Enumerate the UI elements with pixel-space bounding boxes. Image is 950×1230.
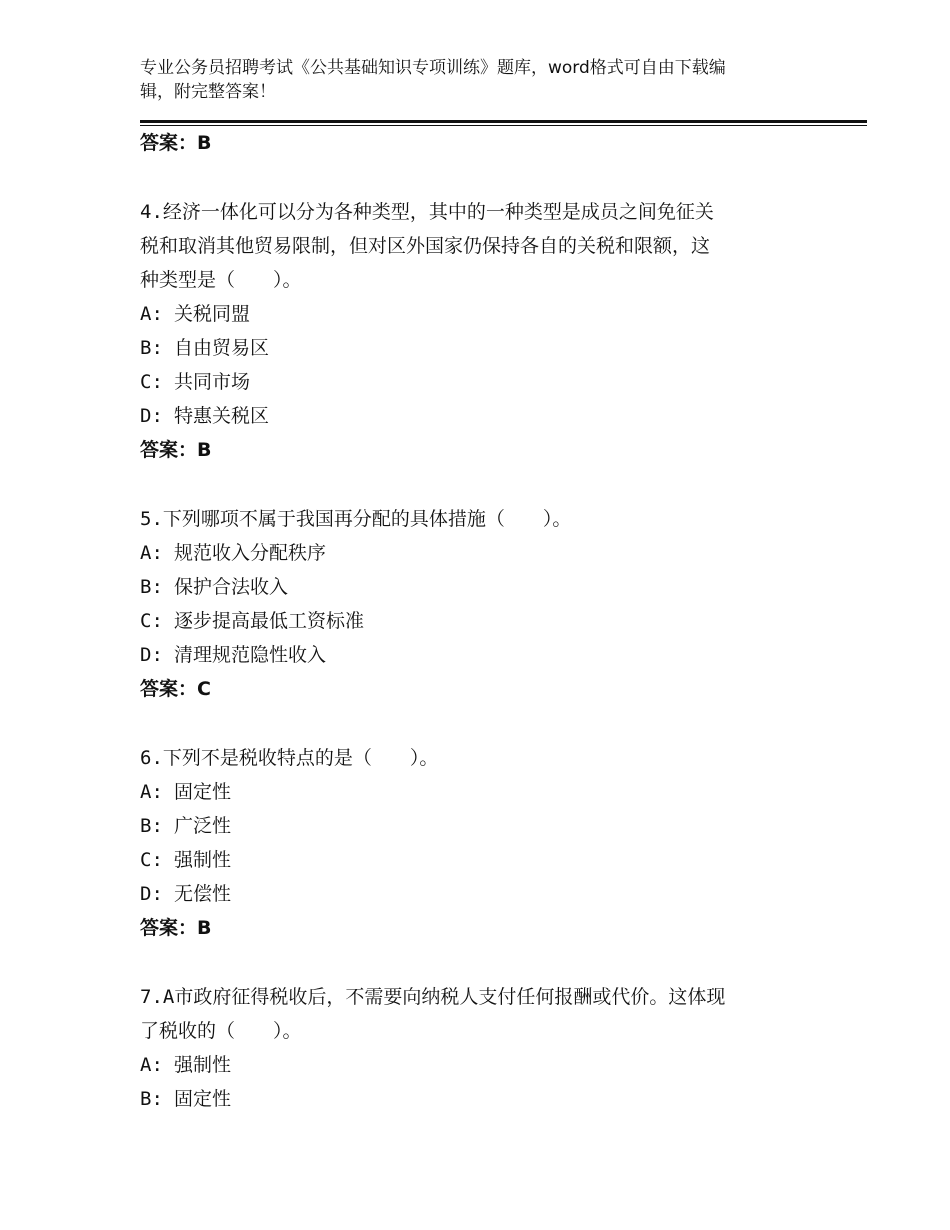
option-letter: D: [140,644,163,666]
option-letter: A: [140,781,163,803]
option-letter: D: [140,405,163,427]
question-7-option-a [140,1048,231,1082]
option-text: 强制性 [174,849,232,871]
question-5-option-a [140,536,326,570]
question-6-option-b [140,809,231,843]
option-text: 保护合法收入 [174,576,289,598]
question-4-option-c [140,365,250,399]
option-letter: B: [140,815,163,837]
option-text: 广泛性 [174,815,232,837]
option-letter: C: [140,610,163,632]
option-text: 特惠关税区 [174,405,270,427]
answer-prev-question: 答案：B [140,132,212,154]
question-5-option-d [140,638,326,672]
question-4-option-d [140,399,269,433]
question-5-answer: 答案：C [140,678,211,700]
question-4-line-2: 税和取消其他贸易限制，但对区外国家仍保持各自的关税和限额，这 [140,235,711,257]
option-text: 规范收入分配秩序 [174,542,327,564]
option-text: 固定性 [174,1088,232,1110]
question-4-line-3: 种类型是（ ）。 [140,269,302,291]
option-text: 无偿性 [174,883,232,905]
option-letter: A: [140,1054,163,1076]
header-line-2: 辑，附完整答案！ [140,82,276,102]
question-6-option-d [140,877,231,911]
question-5-option-b [140,570,288,604]
header-rule-thick [140,120,867,123]
header-line-1: 专业公务员招聘考试《公共基础知识专项训练》题库，word格式可自由下载编 [140,58,726,78]
page-header [140,56,800,104]
option-text: 清理规范隐性收入 [174,644,327,666]
option-text: 逐步提高最低工资标准 [174,610,365,632]
question-6-option-a [140,775,231,809]
question-4-answer: 答案：B [140,439,212,461]
question-6-answer: 答案：B [140,917,212,939]
question-6-line-1: 6.下列不是税收特点的是（ ）。 [140,747,439,769]
question-7-option-b [140,1082,231,1116]
question-4-option-a [140,297,250,331]
option-text: 固定性 [174,781,232,803]
question-5-option-c [140,604,364,638]
question-4-line-1: 4.经济一体化可以分为各种类型，其中的一种类型是成员之间免征关 [140,201,714,223]
question-6-option-c [140,843,231,877]
option-text: 自由贸易区 [174,337,270,359]
option-letter: B: [140,1088,163,1110]
question-4-option-b [140,331,269,365]
option-letter: B: [140,576,163,598]
header-rule-thin [140,125,867,126]
option-letter: A: [140,542,163,564]
option-text: 强制性 [174,1054,232,1076]
option-text: 共同市场 [174,371,251,393]
option-letter: B: [140,337,163,359]
question-5-line-1: 5.下列哪项不属于我国再分配的具体措施（ ）。 [140,508,572,530]
option-letter: D: [140,883,163,905]
option-letter: A: [140,303,163,325]
option-letter: C: [140,371,163,393]
option-letter: C: [140,849,163,871]
question-7-line-2: 了税收的（ ）。 [140,1020,302,1042]
question-7-line-1: 7.A市政府征得税收后，不需要向纳税人支付任何报酬或代价。这体现 [140,986,726,1008]
option-text: 关税同盟 [174,303,251,325]
